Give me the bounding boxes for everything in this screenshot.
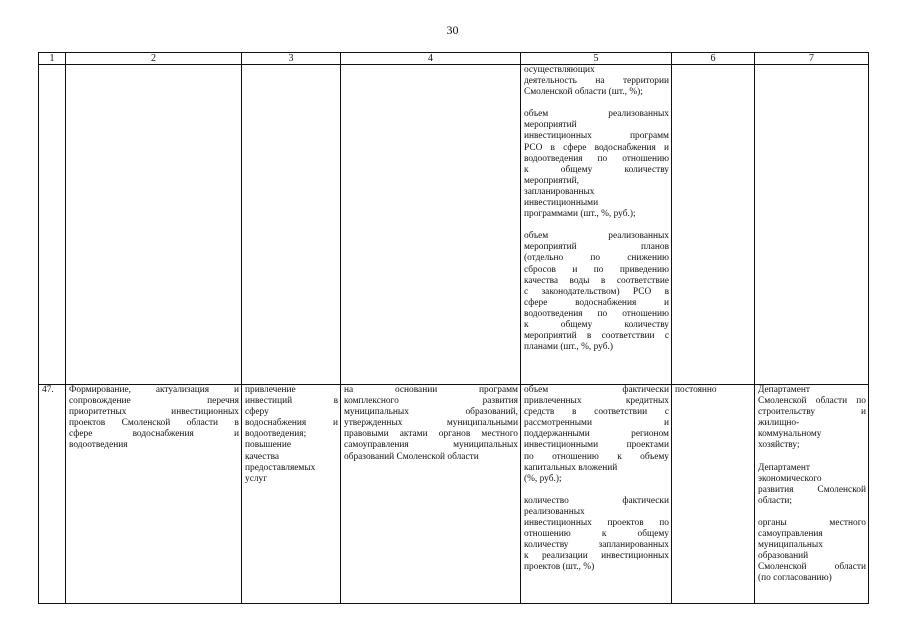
text-line: рассмотренными и bbox=[524, 418, 669, 429]
text-line: повышение bbox=[245, 440, 292, 451]
paragraph bbox=[758, 385, 866, 452]
text-line: комплексного развития bbox=[344, 396, 518, 407]
text-line: хозяйству; bbox=[758, 440, 800, 451]
text-line: утвержденных муниципальными bbox=[344, 418, 518, 429]
table-row-continuation bbox=[39, 65, 869, 385]
deadline-cell bbox=[672, 385, 755, 604]
text-line: мероприятий в соответствии с bbox=[524, 331, 669, 342]
page-number: 30 bbox=[446, 23, 459, 37]
text-line: водоснабжения и bbox=[245, 418, 338, 429]
column-header: 7 bbox=[755, 53, 869, 65]
text-line: развития Смоленской bbox=[758, 484, 866, 495]
text-line: мероприятий планов bbox=[524, 242, 669, 253]
column-header: 6 bbox=[672, 53, 755, 65]
text-line: муниципальных образований, bbox=[344, 407, 518, 418]
text-line: с законодательством) РСО в bbox=[524, 286, 669, 297]
text-line: капитальных вложений bbox=[524, 462, 618, 473]
column-header: 3 bbox=[242, 53, 341, 65]
text-line: мероприятий bbox=[524, 120, 577, 131]
paragraph bbox=[758, 463, 866, 507]
text-line: деятельность на территории bbox=[524, 76, 669, 87]
text-line: поддержанными регионом bbox=[524, 429, 669, 440]
text-line: качества bbox=[245, 451, 280, 462]
table-row-item-47 bbox=[39, 385, 869, 604]
text-line: самоуправления муниципальных bbox=[344, 440, 518, 451]
text-line: к общему количеству bbox=[524, 164, 669, 175]
text-line: Департамент bbox=[758, 462, 810, 473]
text-line: строительству и bbox=[758, 407, 866, 418]
text-line: приоритетных инвестиционных bbox=[69, 407, 239, 418]
text-line: жилищно- bbox=[758, 418, 800, 429]
text-line: РСО в сфере водоснабжения и bbox=[524, 142, 669, 153]
empty-cell bbox=[242, 65, 341, 385]
text-line: самоуправления bbox=[758, 529, 823, 540]
text-line: запланированных bbox=[524, 186, 595, 197]
text-line: муниципальных bbox=[758, 540, 823, 551]
text-line: объем реализованных bbox=[524, 109, 669, 120]
header-row bbox=[39, 53, 869, 65]
text-line: коммунальному bbox=[758, 429, 822, 440]
text-line: образований bbox=[758, 551, 809, 562]
text-line: к общему количеству bbox=[524, 319, 669, 330]
text-line: на основании программ bbox=[344, 385, 518, 395]
column-header: 4 bbox=[341, 53, 521, 65]
text-line: органы местного bbox=[758, 517, 866, 528]
text-line: образований Смоленской области bbox=[344, 451, 479, 462]
text-line: услуг bbox=[245, 473, 268, 484]
item-number: 47. bbox=[39, 385, 66, 604]
text-line: Смоленской области bbox=[758, 562, 866, 573]
text-line: качества воды в соответствие bbox=[524, 275, 669, 286]
goal-cell bbox=[242, 385, 341, 604]
text-line: Смоленской области (шт., %); bbox=[524, 87, 643, 98]
text-line: программами (шт., %, руб.); bbox=[524, 209, 636, 220]
text-line: количеству запланированных bbox=[524, 540, 669, 551]
text-line: сфере водоснабжения и bbox=[524, 297, 669, 308]
text-line: средств в соответствии с bbox=[524, 407, 669, 418]
text-line: постоянно bbox=[675, 385, 717, 395]
text-line: экономического bbox=[758, 473, 822, 484]
text-line: инвестиционными проектами bbox=[524, 440, 669, 451]
text-line: (отдельно по снижению bbox=[524, 253, 669, 264]
text-line: сбросов и по приведению bbox=[524, 264, 669, 275]
indicators-cell bbox=[521, 385, 672, 604]
paragraph bbox=[524, 231, 669, 353]
paragraph bbox=[524, 496, 669, 574]
text-line: проектов (шт., %) bbox=[524, 562, 595, 573]
text-line: проектов Смоленской области в bbox=[69, 418, 239, 429]
measures-table bbox=[38, 52, 869, 604]
text-line: Смоленской области по bbox=[758, 396, 866, 407]
text-line: сфере водоснабжения и bbox=[69, 429, 239, 440]
text-line: мероприятий, bbox=[524, 175, 579, 186]
text-line: объем реализованных bbox=[524, 231, 669, 242]
empty-cell bbox=[672, 65, 755, 385]
text-line: водоотведения; bbox=[245, 429, 307, 440]
text-line: объем фактически bbox=[524, 385, 669, 395]
text-line: отношению к общему bbox=[524, 529, 669, 540]
basis-cell bbox=[341, 385, 521, 604]
empty-cell bbox=[66, 65, 242, 385]
empty-cell bbox=[755, 65, 869, 385]
text-line: предоставляемых bbox=[245, 462, 316, 473]
text-line: привлечение bbox=[245, 385, 296, 395]
text-line: Департамент bbox=[758, 385, 810, 395]
indicators-cell bbox=[521, 65, 672, 385]
text-line: планами (шт., %, руб.) bbox=[524, 342, 613, 353]
text-line: инвестиционных программ bbox=[524, 131, 669, 142]
text-line: (%, руб.); bbox=[524, 473, 562, 484]
text-line: осуществляющих bbox=[524, 65, 595, 75]
text-line: привлеченных кредитных bbox=[524, 396, 669, 407]
column-header: 5 bbox=[521, 53, 672, 65]
text-line: правовыми актами органов местного bbox=[344, 429, 518, 440]
column-header: 2 bbox=[66, 53, 242, 65]
empty-cell bbox=[341, 65, 521, 385]
text-line: сопровождение перечня bbox=[69, 396, 239, 407]
paragraph bbox=[524, 65, 669, 98]
text-line: инвестиций в bbox=[245, 396, 338, 407]
text-line: водоотведения по отношению bbox=[524, 308, 669, 319]
text-line: реализованных bbox=[524, 506, 585, 517]
text-line: (по согласованию) bbox=[758, 573, 832, 584]
text-line: области; bbox=[758, 495, 792, 506]
column-header: 1 bbox=[39, 53, 66, 65]
paragraph bbox=[524, 109, 669, 220]
paragraph bbox=[758, 518, 866, 585]
text-line: количество фактически bbox=[524, 495, 669, 506]
text-line: по отношению к объему bbox=[524, 451, 669, 462]
text-line: Формирование, актуализация и bbox=[69, 385, 239, 395]
measure-name-cell bbox=[66, 385, 242, 604]
empty-cell bbox=[39, 65, 66, 385]
paragraph bbox=[524, 385, 669, 485]
text-line: к реализации инвестиционных bbox=[524, 551, 669, 562]
text-line: инвестиционных проектов по bbox=[524, 518, 669, 529]
responsible-cell bbox=[755, 385, 869, 604]
text-line: инвестиционными bbox=[524, 198, 599, 209]
text-line: сферу bbox=[245, 407, 269, 418]
text-line: водоотведения bbox=[69, 440, 128, 451]
text-line: водоотведения по отношению bbox=[524, 153, 669, 164]
